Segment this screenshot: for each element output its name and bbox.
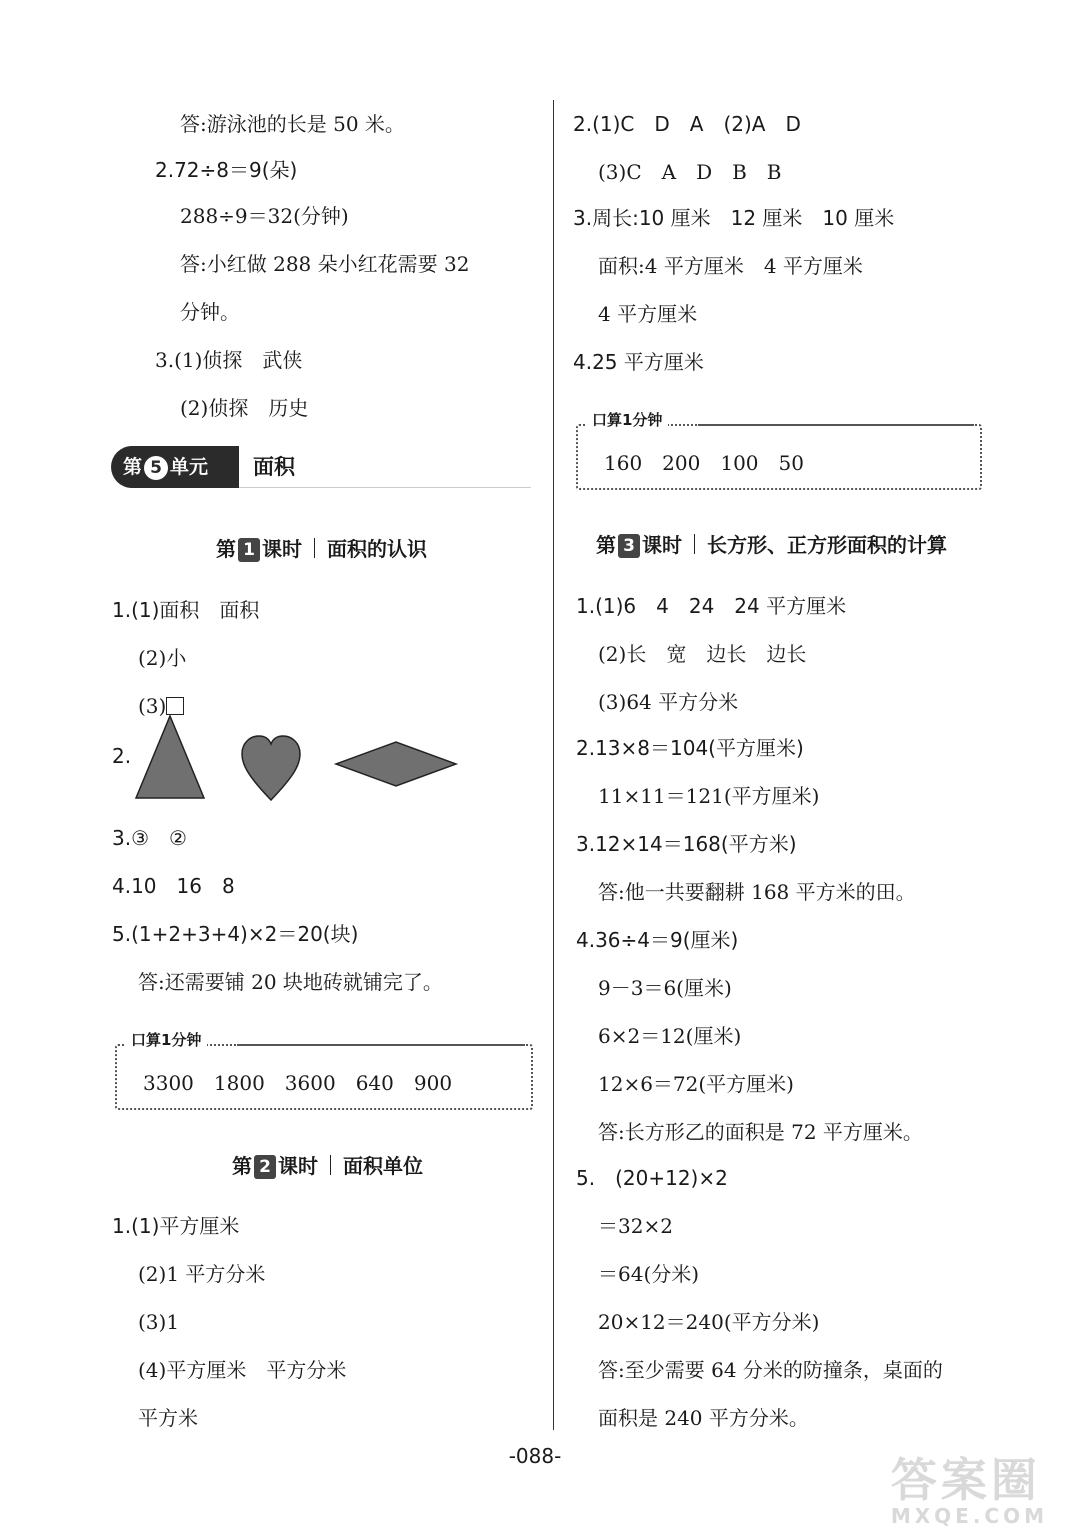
- lesson-number: 1: [238, 538, 260, 562]
- lesson-prefix: 第: [596, 533, 616, 557]
- lesson-prefix: 第: [216, 537, 236, 561]
- oral-values: 160 200 100 50: [604, 451, 804, 475]
- unit-badge: [111, 446, 239, 488]
- rhombus-icon: [336, 742, 456, 786]
- answer-line: 答:还需要铺 20 块地砖就铺完了。: [138, 970, 443, 994]
- lesson-number: 2: [254, 1155, 276, 1179]
- heart-icon: [242, 736, 300, 800]
- oral-label: 口算1分钟: [586, 410, 668, 430]
- answer-line: 答:他一共要翻耕 168 平方米的田。: [598, 880, 916, 904]
- answer-line: (2)1 平方分米: [138, 1262, 266, 1286]
- lesson-heading: [596, 531, 947, 559]
- lesson-title: 面积的认识: [327, 537, 427, 561]
- oral-math-box: [115, 1031, 533, 1110]
- lesson-prefix: 第: [232, 1154, 252, 1178]
- column-divider: [553, 100, 554, 1430]
- lesson-number: 3: [618, 534, 640, 558]
- answer-line: 答:至少需要 64 分米的防撞条，桌面的: [598, 1358, 943, 1382]
- shape-figures: [130, 712, 470, 809]
- answer-line: (4)平方厘米 平方分米: [138, 1358, 347, 1382]
- shapes-svg: [130, 712, 470, 804]
- answer-line: (2)侦探 历史: [180, 396, 309, 420]
- divider: [330, 1155, 331, 1175]
- lesson-suffix: 课时: [262, 537, 302, 561]
- answer-line: 2.: [112, 744, 132, 768]
- answer-line: 5.(1+2+3+4)×2＝20(块): [112, 922, 359, 946]
- oral-box-dash: [698, 424, 974, 426]
- lesson-suffix: 课时: [642, 533, 682, 557]
- unit-banner: [111, 446, 531, 488]
- answer-line: 2.13×8＝104(平方厘米): [576, 736, 804, 760]
- answer-line: 4 平方厘米: [598, 302, 698, 326]
- answer-line: 20×12＝240(平方分米): [598, 1310, 820, 1334]
- answer-line: (3)C A D B B: [598, 160, 782, 184]
- answer-line: 3.周长:10 厘米 12 厘米 10 厘米: [573, 206, 895, 230]
- answer-line: 1.(1)面积 面积: [112, 598, 260, 622]
- answer-line: (3)1: [138, 1310, 180, 1334]
- unit-number: 5: [144, 456, 168, 480]
- page-number: -088-: [508, 1444, 562, 1468]
- watermark-logo: 答案圈: [890, 1453, 1041, 1507]
- unit-prefix: 第: [123, 456, 143, 478]
- oral-math-box: [576, 411, 982, 490]
- answer-line: 1.(1)平方厘米: [112, 1214, 240, 1238]
- answer-line: 4.25 平方厘米: [573, 350, 704, 374]
- answer-line: 平方米: [138, 1406, 198, 1430]
- answer-line: 面积:4 平方厘米 4 平方厘米: [598, 254, 863, 278]
- answer-line: ＝32×2: [598, 1214, 673, 1238]
- lesson-title: 面积单位: [343, 1154, 423, 1178]
- triangle-icon: [136, 716, 204, 798]
- answer-line: 11×11＝121(平方厘米): [598, 784, 820, 808]
- answer-line: 答:游泳池的长是 50 米。: [180, 112, 405, 136]
- answer-line: 2.72÷8＝9(朵): [155, 158, 298, 182]
- oral-box-dash: [237, 1044, 525, 1046]
- answer-line: 288÷9＝32(分钟): [180, 204, 349, 228]
- answer-line: 面积是 240 平方分米。: [598, 1406, 809, 1430]
- answer-line: 3.③ ②: [112, 826, 187, 850]
- lesson-suffix: 课时: [278, 1154, 318, 1178]
- answer-line: (2)长 宽 边长 边长: [598, 642, 807, 666]
- answer-line: 9－3＝6(厘米): [598, 976, 732, 1000]
- answer-line: 3.12×14＝168(平方米): [576, 832, 797, 856]
- answer-line: 分钟。: [180, 300, 240, 324]
- unit-rule: [239, 487, 531, 488]
- unit-suffix: 单元: [170, 456, 209, 478]
- answer-line: 3.(1)侦探 武侠: [155, 348, 303, 372]
- watermark: [890, 1453, 1048, 1528]
- answer-line: 6×2＝12(厘米): [598, 1024, 742, 1048]
- lesson-title: 长方形、正方形面积的计算: [707, 533, 947, 557]
- answer-line: 答:长方形乙的面积是 72 平方厘米。: [598, 1120, 923, 1144]
- oral-values: 3300 1800 3600 640 900: [143, 1071, 453, 1095]
- oral-label: 口算1分钟: [125, 1030, 207, 1050]
- answer-line: 2.(1)C D A (2)A D: [573, 112, 801, 136]
- answer-line: 5. (20+12)×2: [576, 1166, 728, 1190]
- answer-line: 4.36÷4＝9(厘米): [576, 928, 739, 952]
- answer-text: (3): [138, 694, 167, 718]
- answer-line: 4.10 16 8: [112, 874, 235, 898]
- answer-line: 1.(1)6 4 24 24 平方厘米: [576, 594, 847, 618]
- watermark-url: MXQE.COM: [890, 1504, 1048, 1528]
- unit-title: 面积: [253, 455, 295, 479]
- divider: [314, 538, 315, 558]
- answer-line: (3)64 平方分米: [598, 690, 739, 714]
- answer-line: 12×6＝72(平方厘米): [598, 1072, 794, 1096]
- lesson-heading: [232, 1152, 423, 1180]
- lesson-heading: [216, 535, 427, 563]
- divider: [694, 534, 695, 554]
- answer-line: (2)小: [138, 646, 187, 670]
- answer-line: 答:小红做 288 朵小红花需要 32: [180, 252, 470, 276]
- answer-line: ＝64(分米): [598, 1262, 700, 1286]
